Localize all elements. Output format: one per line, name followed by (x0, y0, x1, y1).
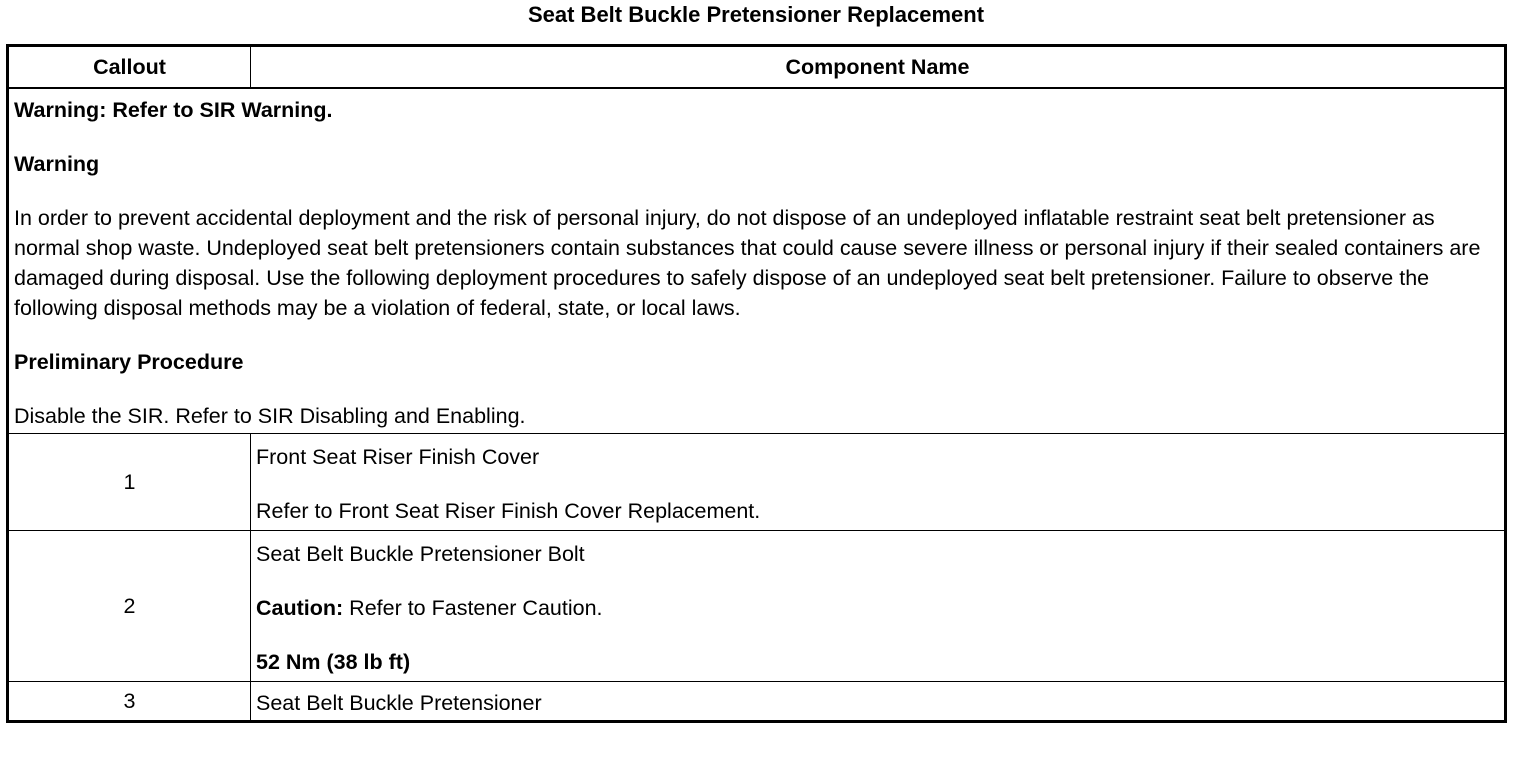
warning-text: In order to prevent accidental deployment and the risk of personal injury, do not dispose of an undeployed inflatable restraint seat belt pretensioner as normal shop waste. Undeployed seat belt pretensioners contain substances that could cause severe illness or personal injury if their sealed containers are damaged during disposal. Use the following deployment procedures to safely dispose of an undeployed seat belt pretensioner. Failure to observe the following disposal methods may be a violation of federal, state, or local laws. (14, 206, 1481, 320)
warning-reference: Warning: Refer to SIR Warning. (14, 98, 333, 122)
component-cell (251, 434, 1506, 531)
component-table (6, 44, 1507, 723)
warning-heading: Warning (14, 152, 100, 176)
torque-spec: 52 Nm (38 lb ft) (256, 650, 411, 674)
component-cell (251, 682, 1506, 722)
component-name: Seat Belt Buckle Pretensioner (256, 691, 542, 715)
component-note: Refer to Front Seat Riser Finish Cover Replacement. (256, 499, 761, 523)
callout-number: 3 (8, 682, 251, 722)
caution-line (256, 593, 1499, 623)
preliminary-block (8, 88, 1506, 434)
component-name: Seat Belt Buckle Pretensioner Bolt (256, 542, 585, 566)
procedure-heading: Preliminary Procedure (14, 350, 244, 374)
callout-number: 2 (8, 531, 251, 682)
caution-label: Caution: (256, 596, 344, 620)
procedure-text: Disable the SIR. Refer to SIR Disabling and Enabling. (14, 404, 526, 428)
table-row (8, 682, 1506, 722)
document-title: Seat Belt Buckle Pretensioner Replacement (527, 2, 985, 27)
component-name: Front Seat Riser Finish Cover (256, 445, 540, 469)
callout-header: Callout (8, 46, 251, 89)
preliminary-row (8, 88, 1506, 434)
component-cell (251, 531, 1506, 682)
table-header-row (8, 46, 1506, 89)
table-row (8, 531, 1506, 682)
callout-number: 1 (8, 434, 251, 531)
caution-text: Refer to Fastener Caution. (343, 596, 603, 620)
component-name-header: Component Name (251, 46, 1506, 89)
table-row (8, 434, 1506, 531)
